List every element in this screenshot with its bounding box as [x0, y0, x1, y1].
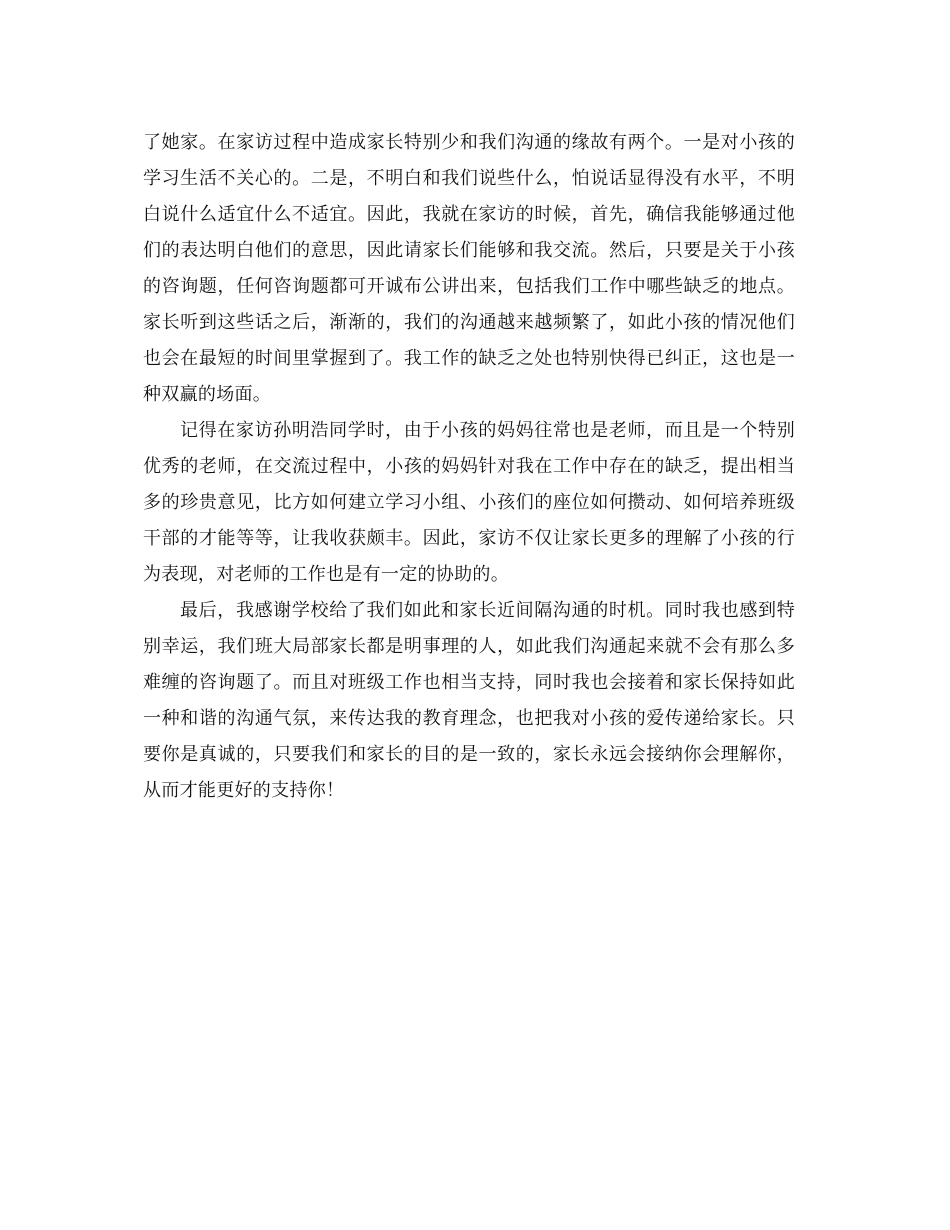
- paragraph-3: 最后，我感谢学校给了我们如此和家长近间隔沟通的时机。同时我也感到特别幸运，我们班大局部家长都是明事理的人，如此我们沟通起来就不会有那么多难缠的咨询题了。而且对班级工作也相当支持，同时我也会接着和家长保持如此一种和谐的沟通气氛，来传达我的教育理念，也把我对小孩的爱传递给家长。只要你是真诚的，只要我们和家长的目的是一致的，家长永远会接纳你会理解你，从而才能更好的支持你！: [143, 600, 795, 801]
- paragraph-2: 记得在家访孙明浩同学时，由于小孩的妈妈往常也是老师，而且是一个特别优秀的老师，在交流过程中，小孩的妈妈针对我在工作中存在的缺乏，提出相当多的珍贵意见，比方如何建立学习小组、小孩们的座位如何攒动、如何培养班级干部的才能等等，让我收获颇丰。因此，家访不仅让家长更多的理解了小孩的行为表现，对老师的工作也是有一定的协助的。: [143, 420, 795, 585]
- document-body: [143, 125, 795, 809]
- paragraph-1: 了她家。在家访过程中造成家长特别少和我们沟通的缘故有两个。一是对小孩的学习生活不关心的。二是，不明白和我们说些什么，怕说话显得没有水平，不明白说什么适宜什么不适宜。因此，我就在家访的时候，首先，确信我能够通过他们的表达明白他们的意思，因此请家长们能够和我交流。然后，只要是关于小孩的咨询题，任何咨询题都可开诚布公讲出来，包括我们工作中哪些缺乏的地点。家长听到这些话之后，渐渐的，我们的沟通越来越频繁了，如此小孩的情况他们也会在最短的时间里掌握到了。我工作的缺乏之处也特别快得已纠正，这也是一种双赢的场面。: [143, 132, 795, 405]
